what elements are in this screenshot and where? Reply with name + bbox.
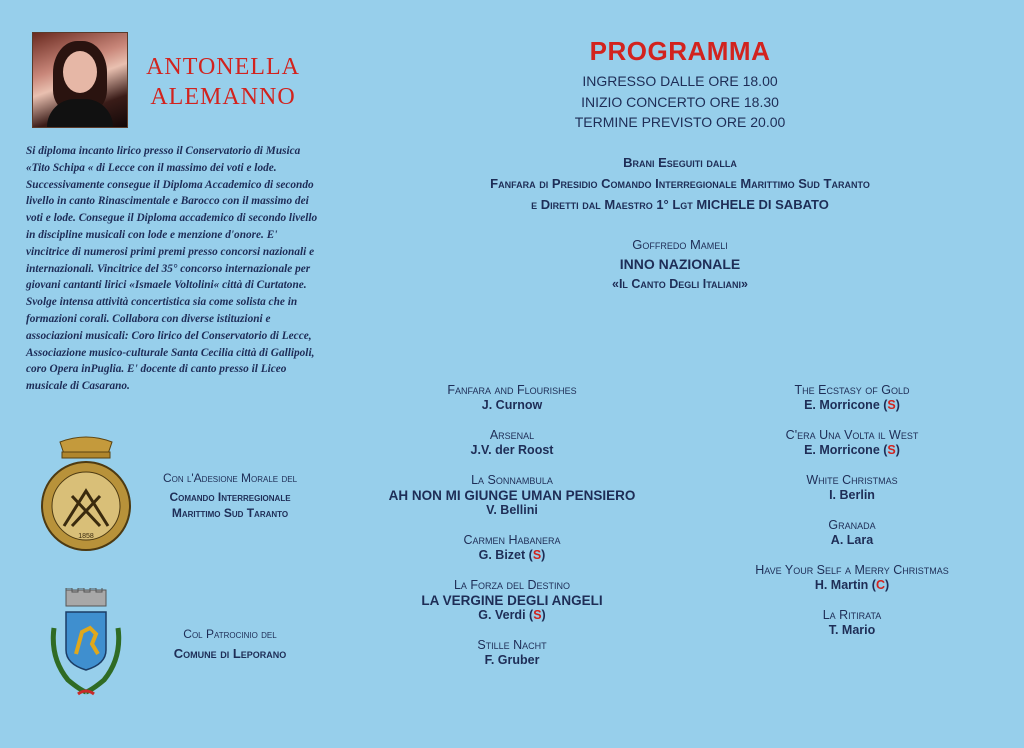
- piece-title: Stille Nacht: [477, 638, 547, 652]
- list-item: [370, 473, 654, 518]
- anthem-subtitle: «Il Canto Degli Italiani»: [612, 277, 748, 291]
- list-item: [716, 383, 988, 413]
- list-item: [716, 473, 988, 503]
- piece-author: E. Morricone: [804, 398, 880, 412]
- piece-title: Carmen Habanera: [463, 533, 561, 547]
- list-item: [370, 638, 654, 668]
- piece-author: A. Lara: [830, 533, 874, 547]
- patrocinio-org: Comune di Leporano: [173, 646, 287, 661]
- artist-name-last: ALEMANNO: [150, 84, 296, 110]
- piece-title: Granada: [828, 518, 876, 532]
- piece-title: La Sonnambula: [471, 473, 553, 487]
- performers-block: [380, 152, 980, 215]
- pieces-list-right: [716, 383, 988, 653]
- piece-title: The Ecstasy of Gold: [794, 383, 910, 397]
- piece-title: Arsenal: [489, 428, 535, 442]
- piece-author: T. Mario: [828, 623, 876, 637]
- list-item: [370, 578, 654, 623]
- piece-author-line: H. Martin (C): [814, 578, 890, 592]
- artist-name-first: ANTONELLA: [146, 54, 300, 80]
- schedule-end: TERMINE PREVISTO ORE 20.00: [574, 114, 786, 130]
- anthem-composer: Goffredo Mameli: [632, 237, 728, 252]
- piece-author-line: E. Morricone (S): [804, 398, 900, 412]
- program-title: PROGRAMMA: [589, 36, 771, 66]
- piece-mark: C: [875, 578, 885, 592]
- artist-bio: Si diploma incanto lirico presso il Conservatorio di Musica «Tito Schipa « di Lecce con il massimo dei voti e lode. Successivamente consegue il Diploma Accademico di secondo livello in canto Rinascimentale e Barocco con il massimo dei voti e lode. Consegue il Diploma accademico di secondo livello in discipline musicali con lode e menzione d'onore. E' vincitrice di numerosi primi premi presso concorsi nazionali e internazionali. Vincitrice del 35° concorso internazionale per giovani cantanti lirici «Ismaele Voltolini« città di Curtatone. Svolge intensa attività concertistica sia come solista che in formazioni corali. Collabora con diverse istituzioni e associazioni musicali: Coro lirico del Conservatorio di Lecce, Associazione musico-culturale Santa Cecilia città di Gallipoli, coro Opera inPuglia. E' docente di canto presso il Liceo musicale di Casarano.: [26, 145, 318, 393]
- piece-author-line: G. Bizet (S): [478, 548, 546, 562]
- patrocinio-label: Col Patrocinio del: [183, 627, 277, 641]
- piece-title: C'era Una Volta il West: [785, 428, 919, 442]
- performers-line2: Fanfara di Presidio Comando Interregionale Marittimo Sud Taranto: [490, 176, 870, 191]
- leporano-coat-of-arms-icon: [46, 588, 126, 702]
- piece-author: J.V. der Roost: [470, 443, 554, 457]
- piece-author: J. Curnow: [481, 398, 543, 412]
- piece-author: H. Martin: [814, 578, 869, 592]
- piece-author-line: G. Verdi (S): [478, 608, 546, 622]
- list-item: [716, 608, 988, 638]
- anthem-block: [480, 235, 880, 294]
- list-item: [716, 518, 988, 548]
- piece-title: Fanfara and Flourishes: [447, 383, 577, 397]
- patrocinio-block: [140, 626, 320, 662]
- piece-author: E. Morricone: [804, 443, 880, 457]
- emblem-year: 1858: [78, 533, 94, 540]
- list-item: [716, 428, 988, 458]
- piece-title: La Ritirata: [822, 608, 882, 622]
- schedule-start: INIZIO CONCERTO ORE 18.30: [581, 93, 779, 110]
- schedule-times: [520, 71, 840, 133]
- list-item: [370, 383, 654, 413]
- adesione-label: Con l'Adesione Morale del: [162, 471, 298, 485]
- adesione-block: [140, 470, 320, 521]
- piece-mark: S: [887, 398, 896, 412]
- performers-line1: Brani Eseguiti dalla: [623, 155, 737, 170]
- performers-line3: e Diretti dal Maestro 1° Lgt MICHELE DI SABATO: [531, 197, 829, 212]
- piece-aria: LA VERGINE DEGLI ANGELI: [421, 593, 603, 608]
- piece-author-line: E. Morricone (S): [804, 443, 900, 457]
- piece-mark: S: [533, 608, 542, 622]
- pieces-list-left: [370, 383, 654, 683]
- piece-title: Have Your Self a Merry Christmas: [755, 563, 949, 577]
- piece-author: I. Berlin: [829, 488, 875, 502]
- adesione-org-line2: Marittimo Sud Taranto: [171, 506, 289, 520]
- piece-title: White Christmas: [806, 473, 898, 487]
- list-item: [370, 428, 654, 458]
- naval-command-emblem-icon: [38, 436, 134, 554]
- artist-name: [138, 52, 308, 112]
- adesione-org-line1: Comando Interregionale: [169, 490, 291, 504]
- anthem-title: INNO NAZIONALE: [619, 256, 741, 272]
- piece-author: F. Gruber: [484, 653, 540, 667]
- artist-photo: [32, 32, 128, 128]
- schedule-entry: INGRESSO DALLE ORE 18.00: [582, 73, 778, 89]
- list-item: [370, 533, 654, 563]
- piece-mark: S: [887, 443, 896, 457]
- piece-author: G. Bizet: [478, 548, 526, 562]
- piece-title: La Forza del Destino: [453, 578, 571, 592]
- piece-mark: S: [532, 548, 542, 562]
- list-item: [716, 563, 988, 593]
- piece-aria: AH NON MI GIUNGE UMAN PENSIERO: [388, 488, 636, 503]
- piece-author: V. Bellini: [486, 503, 538, 517]
- piece-author: G. Verdi: [478, 608, 526, 622]
